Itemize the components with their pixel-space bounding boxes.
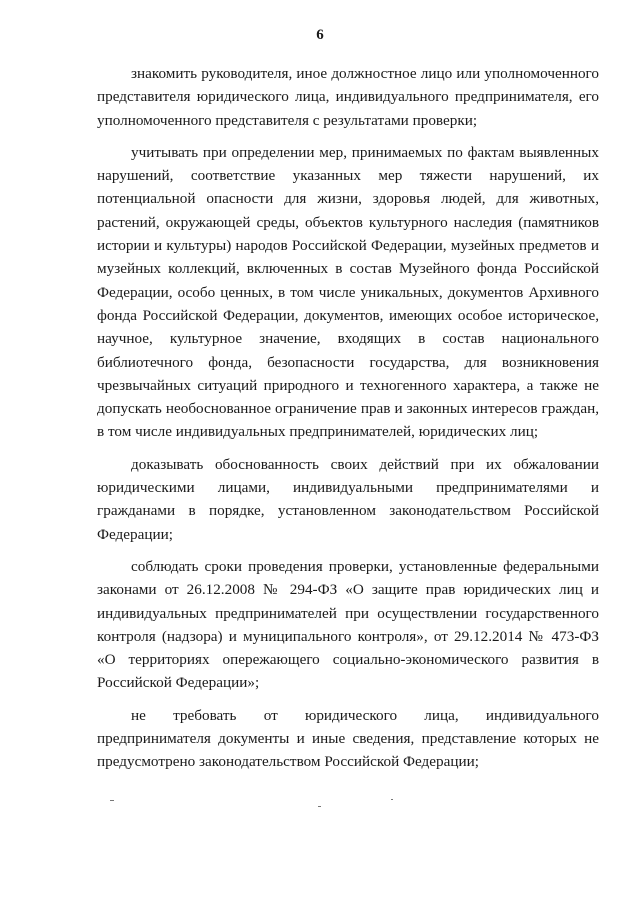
paragraph-consider-measures: учитывать при определении мер, принимаемых по фактам выявленных нарушений, соответствие указанных мер тяжести нарушений, их потенциальной опасности для жизни, здоровья людей, для животных, растений, окружающей среды, объектов культурного наследия (памятников истории и культуры) народов Российской Федерации, музейных предметов и музейных коллекций, включенных в состав Музейного фонда Российской Федерации, особо ценных, в том числе уникальных, документов Архивного фонда Российской Федерации, документов, имеющих особое историческое, научное, культурное значение, входящих в состав национального библиотечного фонда, безопасности государства, для возникновения чрезвычайных ситуаций природного и техногенного характера, а также не допускать необоснованное ограничение прав и законных интересов граждан, в том числе индивидуальных предпринимателей, юридических лиц; [97, 143, 599, 441]
scan-artifact-right [391, 799, 393, 800]
page-number: 6 [316, 27, 324, 43]
paragraph-acquaint-with-results: знакомить руководителя, иное должностное лицо или уполномоченного представителя юридического лица, индивидуального предпринимателя, его уполномоченного представителя с результатами проверки; [97, 65, 599, 129]
scan-artifact-center [318, 806, 321, 807]
scan-artifact-left [110, 800, 114, 801]
paragraph-observe-deadlines: соблюдать сроки проведения проверки, установленные федеральными законами от 26.12.2008 № 294-ФЗ «О защите прав юридических лиц и индивидуальных предпринимателей при осуществлении государственного контроля (надзора) и муниципального контроля», от 29.12.2014 № 473-ФЗ «О территориях опережающего социально-экономического развития в Российской Федерации»; [97, 557, 599, 692]
paragraph-prove-validity: доказывать обоснованность своих действий при их обжаловании юридическими лицами, индивидуальными предпринимателями и гражданами в порядке, установленном законодательством Российской Федерации; [97, 455, 599, 543]
paragraph-do-not-require-documents: не требовать от юридического лица, индивидуального предпринимателя документы и иные сведения, представление которых не предусмотрено законодательством Российской Федерации; [97, 706, 599, 771]
document-body [97, 62, 599, 783]
